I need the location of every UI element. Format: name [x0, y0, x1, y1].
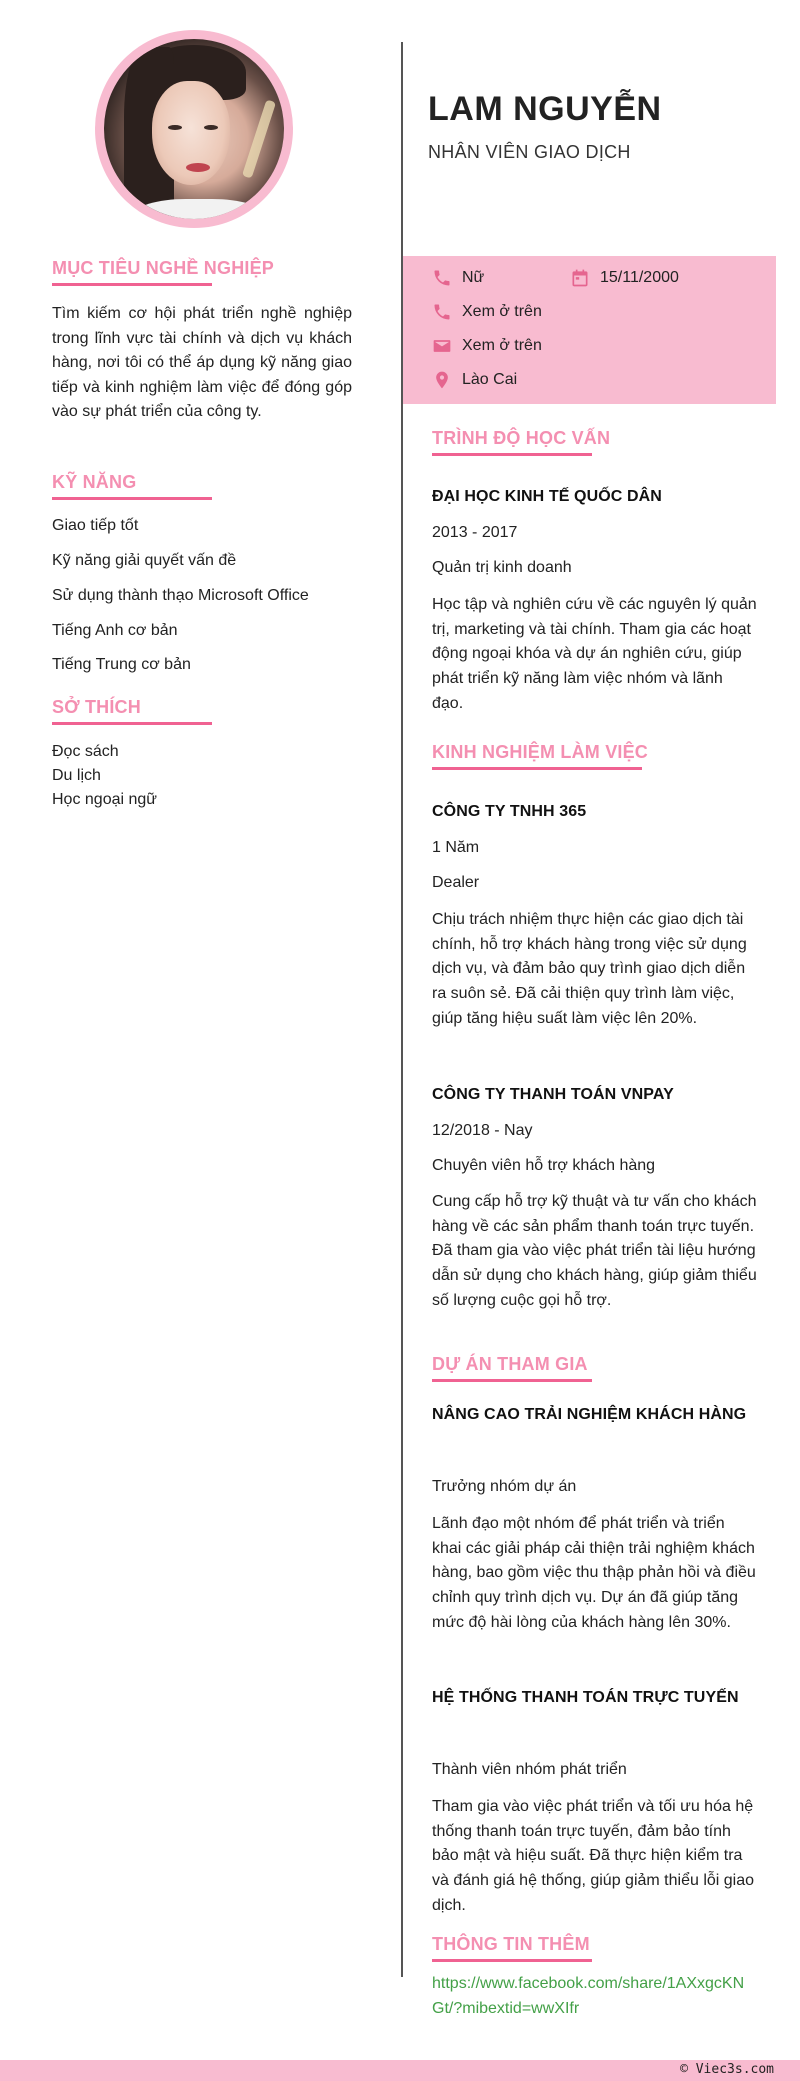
objective-text: Tìm kiếm cơ hội phát triển nghề nghiệp trong lĩnh vực tài chính và dịch vụ khách hàng, nơi tôi có thể áp dụng kỹ năng giao tiếp và kinh nghiệm làm việc để đóng góp vào sự phát triển của công ty. — [52, 305, 352, 421]
projects-heading: DỰ ÁN THAM GIA — [432, 1354, 592, 1382]
skill-item: Kỹ năng giải quyết vấn đề — [52, 552, 237, 569]
skill-item: Tiếng Anh cơ bản — [52, 622, 178, 639]
experience-period: 12/2018 - Nay — [432, 1122, 533, 1139]
education-heading: TRÌNH ĐỘ HỌC VẤN — [432, 428, 592, 456]
experience-company: CÔNG TY TNHH 365 — [432, 803, 587, 820]
project-name: NÂNG CAO TRẢI NGHIỆM KHÁCH HÀNG — [432, 1406, 747, 1423]
experience-description: Chịu trách nhiệm thực hiện các giao dịch tài chính, hỗ trợ khách hàng trong việc sử dụng dịch vụ, và đảm bảo quy trình giao dịch diễn ra suôn sẻ. Đã cải thiện quy trình làm việc, giúp tăng hiệu suất làm việc lên 20%. — [432, 911, 747, 1027]
envelope-icon — [432, 336, 452, 356]
footer-watermark: © Viec3s.com — [680, 2062, 774, 2077]
phone-icon — [432, 302, 452, 322]
experience-heading: KINH NGHIỆM LÀM VIỆC — [432, 742, 642, 770]
skill-item: Tiếng Trung cơ bản — [52, 656, 191, 673]
address-row — [432, 370, 517, 390]
hobby-item: Học ngoại ngữ — [52, 791, 157, 808]
experience-description: Cung cấp hỗ trợ kỹ thuật và tư vấn cho khách hàng về các sản phẩm thanh toán trực tuyến. Đã tham gia vào việc phát triển tài liệu hướng dẫn sử dụng cho khách hàng, giúp giảm thiểu số lượng cuộc gọi hỗ trợ. — [432, 1193, 757, 1309]
experience-position: Dealer — [432, 874, 480, 891]
phone-value: Xem ở trên — [462, 303, 542, 320]
job-title: NHÂN VIÊN GIAO DỊCH — [428, 142, 631, 162]
avatar — [104, 39, 284, 219]
location-pin-icon — [432, 370, 452, 390]
email-row — [432, 336, 542, 356]
education-period: 2013 - 2017 — [432, 524, 518, 541]
education-major: Quản trị kinh doanh — [432, 559, 572, 576]
hobby-item: Đọc sách — [52, 743, 119, 760]
project-role: Trưởng nhóm dự án — [432, 1478, 577, 1495]
avatar-frame — [95, 30, 293, 228]
birthday-row — [570, 268, 679, 288]
contact-info-box — [403, 256, 776, 404]
objective-heading: MỤC TIÊU NGHỀ NGHIỆP — [52, 258, 212, 286]
project-description: Lãnh đạo một nhóm để phát triển và triển khai các giải pháp cải thiện trải nghiệm khách hàng, bao gồm việc thu thập phản hồi và điều chỉnh quy trình dịch vụ. Dự án đã giúp tăng mức độ hài lòng của khách hàng lên 30%. — [432, 1515, 756, 1631]
address-value: Lào Cai — [462, 371, 518, 388]
calendar-icon — [570, 268, 590, 288]
skill-item: Sử dụng thành thạo Microsoft Office — [52, 587, 309, 604]
candidate-name: LAM NGUYỄN — [428, 90, 662, 128]
facebook-link[interactable]: https://www.facebook.com/share/1AXxgcKNGt/?mibextid=wwXIfr — [432, 1975, 745, 2017]
additional-info-heading: THÔNG TIN THÊM — [432, 1934, 592, 1962]
phone-row — [432, 302, 542, 322]
project-role: Thành viên nhóm phát triển — [432, 1761, 627, 1778]
hobbies-heading: SỞ THÍCH — [52, 697, 212, 725]
experience-period: 1 Năm — [432, 839, 480, 856]
phone-icon — [432, 268, 452, 288]
birthday-value: 15/11/2000 — [600, 269, 679, 286]
footer-band — [0, 2060, 800, 2081]
email-value: Xem ở trên — [462, 337, 542, 354]
skills-heading: KỸ NĂNG — [52, 472, 212, 500]
skill-item: Giao tiếp tốt — [52, 517, 139, 534]
hobby-item: Du lịch — [52, 767, 101, 784]
project-description: Tham gia vào việc phát triển và tối ưu hóa hệ thống thanh toán trực tuyến, đảm bảo tính bảo mật và hiệu suất. Đã thực hiện kiểm tra và đánh giá hệ thống, giúp giảm thiểu lỗi giao dịch. — [432, 1798, 755, 1914]
education-school: ĐẠI HỌC KINH TẾ QUỐC DÂN — [432, 488, 662, 505]
education-description: Học tập và nghiên cứu về các nguyên lý quản trị, marketing và tài chính. Tham gia các hoạt động ngoại khóa và dự án nghiên cứu, giúp phát triển kỹ năng làm việc nhóm và lãnh đạo. — [432, 596, 757, 712]
experience-position: Chuyên viên hỗ trợ khách hàng — [432, 1157, 656, 1174]
gender-value: Nữ — [462, 269, 485, 286]
experience-company: CÔNG TY THANH TOÁN VNPAY — [432, 1086, 674, 1103]
project-name: HỆ THỐNG THANH TOÁN TRỰC TUYẾN — [432, 1689, 739, 1706]
gender-row — [432, 268, 484, 288]
hobbies-list — [52, 740, 157, 812]
